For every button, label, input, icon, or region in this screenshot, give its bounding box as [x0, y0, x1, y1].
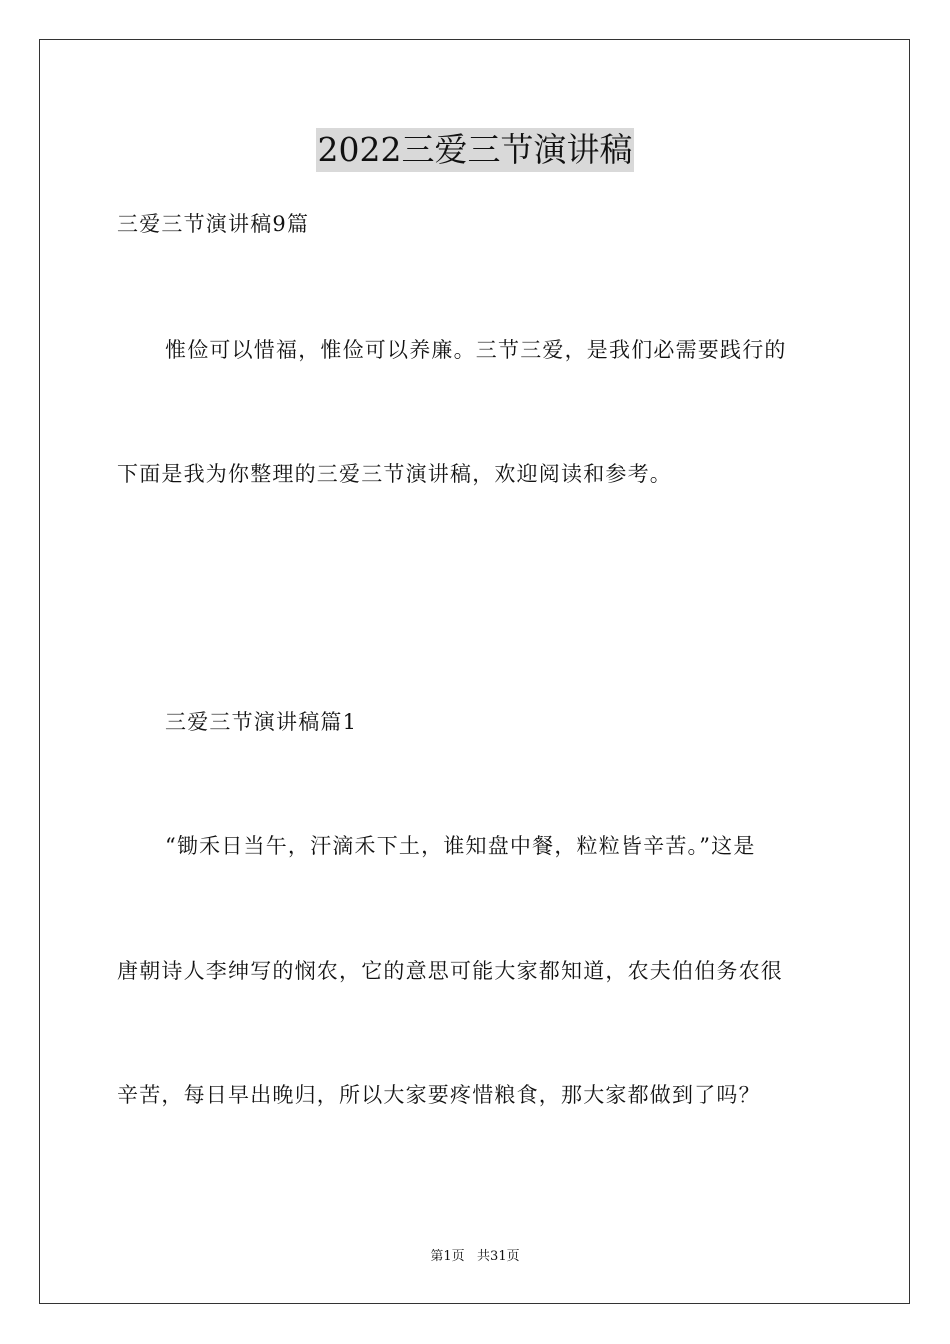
- intro-paragraph-line-2: 下面是我为你整理的三爱三节演讲稿，欢迎阅读和参考。: [117, 462, 672, 486]
- body-paragraph-line-2: 唐朝诗人李绅写的悯农，它的意思可能大家都知道，农夫伯伯务农很: [117, 959, 783, 983]
- body-paragraph-line-3: 辛苦，每日早出晚归，所以大家要疼惜粮食，那大家都做到了吗？: [117, 1083, 761, 1107]
- page-number-footer: 第1页 共31页: [430, 1249, 520, 1264]
- document-title: 2022三爱三节演讲稿: [316, 128, 635, 172]
- document-subtitle: 三爱三节演讲稿9篇: [117, 212, 310, 236]
- body-paragraph-line-1: “锄禾日当午，汗滴禾下土，谁知盘中餐，粒粒皆辛苦。”这是: [165, 834, 756, 858]
- section-heading: 三爱三节演讲稿篇1: [165, 710, 358, 734]
- intro-paragraph-line-1: 惟俭可以惜福，惟俭可以养廉。三节三爱，是我们必需要践行的: [165, 338, 787, 362]
- title-container: [0, 128, 950, 172]
